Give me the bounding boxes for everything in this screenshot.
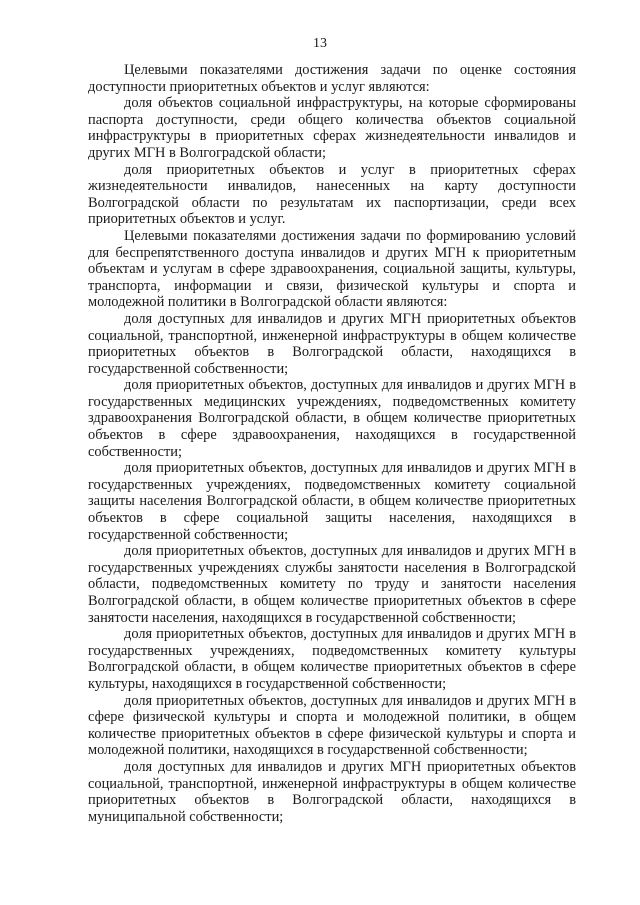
paragraph-indicator-state-objects: доля доступных для инвалидов и других МГН приоритетных объектов социальной, транспортной, инженерной инфраструктуры в общем количестве приоритетных объектов в Волгоградской области, находящихся в государственной собственности; — [88, 310, 576, 377]
paragraph-indicator-sports: доля приоритетных объектов, доступных для инвалидов и других МГН в сфере физической культуры и спорта и молодежной политики, в общем количестве приоритетных объектов в сфере физической культуры и спорта и молодежной политики, находящихся в государственной собственности; — [88, 692, 576, 759]
page-number: 13 — [313, 36, 327, 51]
paragraph-indicator-passports: доля объектов социальной инфраструктуры, на которые сформированы паспорта доступности, среди общего количества объектов социальной инфраструктуры в приоритетных сферах жизнедеятельности инвалидов и других МГН в Волгоградской области; — [88, 95, 576, 161]
paragraph-intro-access: Целевыми показателями достижения задачи по формированию условий для беспрепятственного доступа инвалидов и других МГН к приоритетным объектам и услугам в сфере здравоохранения, социальной защиты, культуры, транспорта, информации и связи, физической культуры и спорта и молодежной политики в Волгоградской области являются: — [88, 227, 576, 311]
paragraph-intro-passport: Целевыми показателями достижения задачи по оценке состояния доступности приоритетных объектов и услуг являются: — [88, 62, 576, 95]
paragraph-indicator-social-protection: доля приоритетных объектов, доступных для инвалидов и других МГН в государственных учреждениях, подведомственных комитету социальной защиты населения Волгоградской области, в общем количестве приоритетных объектов в сфере социальной защиты населения, находящихся в государственной собственности; — [88, 460, 576, 543]
paragraph-indicator-healthcare: доля приоритетных объектов, доступных для инвалидов и других МГН в государственных медицинских учреждениях, подведомственных комитету здравоохранения Волгоградской области, в общем количестве приоритетных объектов в сфере здравоохранения, находящихся в государственной собственности; — [88, 377, 576, 460]
paragraph-indicator-municipal-objects: доля доступных для инвалидов и других МГН приоритетных объектов социальной, транспортной, инженерной инфраструктуры в общем количестве приоритетных объектов в Волгоградской области, находящихся в муниципальной собственности; — [88, 758, 576, 825]
paragraph-indicator-map: доля приоритетных объектов и услуг в приоритетных сферах жизнедеятельности инвалидов, нанесенных на карту доступности Волгоградской области по результатам их паспортизации, среди всех приоритетных объектов и услуг. — [88, 161, 576, 228]
paragraph-indicator-culture: доля приоритетных объектов, доступных для инвалидов и других МГН в государственных учреждениях, подведомственных комитету культуры Волгоградской области, в общем количестве приоритетных объектов в сфере культуры, находящихся в государственной собственности; — [88, 626, 576, 692]
document-body — [88, 62, 576, 825]
paragraph-indicator-employment: доля приоритетных объектов, доступных для инвалидов и других МГН в государственных учреждениях службы занятости населения в Волгоградской области, подведомственных комитету по труду и занятости населения Волгоградской области, в общем количестве приоритетных объектов в сфере занятости населения, находящихся в государственной собственности; — [88, 543, 576, 626]
